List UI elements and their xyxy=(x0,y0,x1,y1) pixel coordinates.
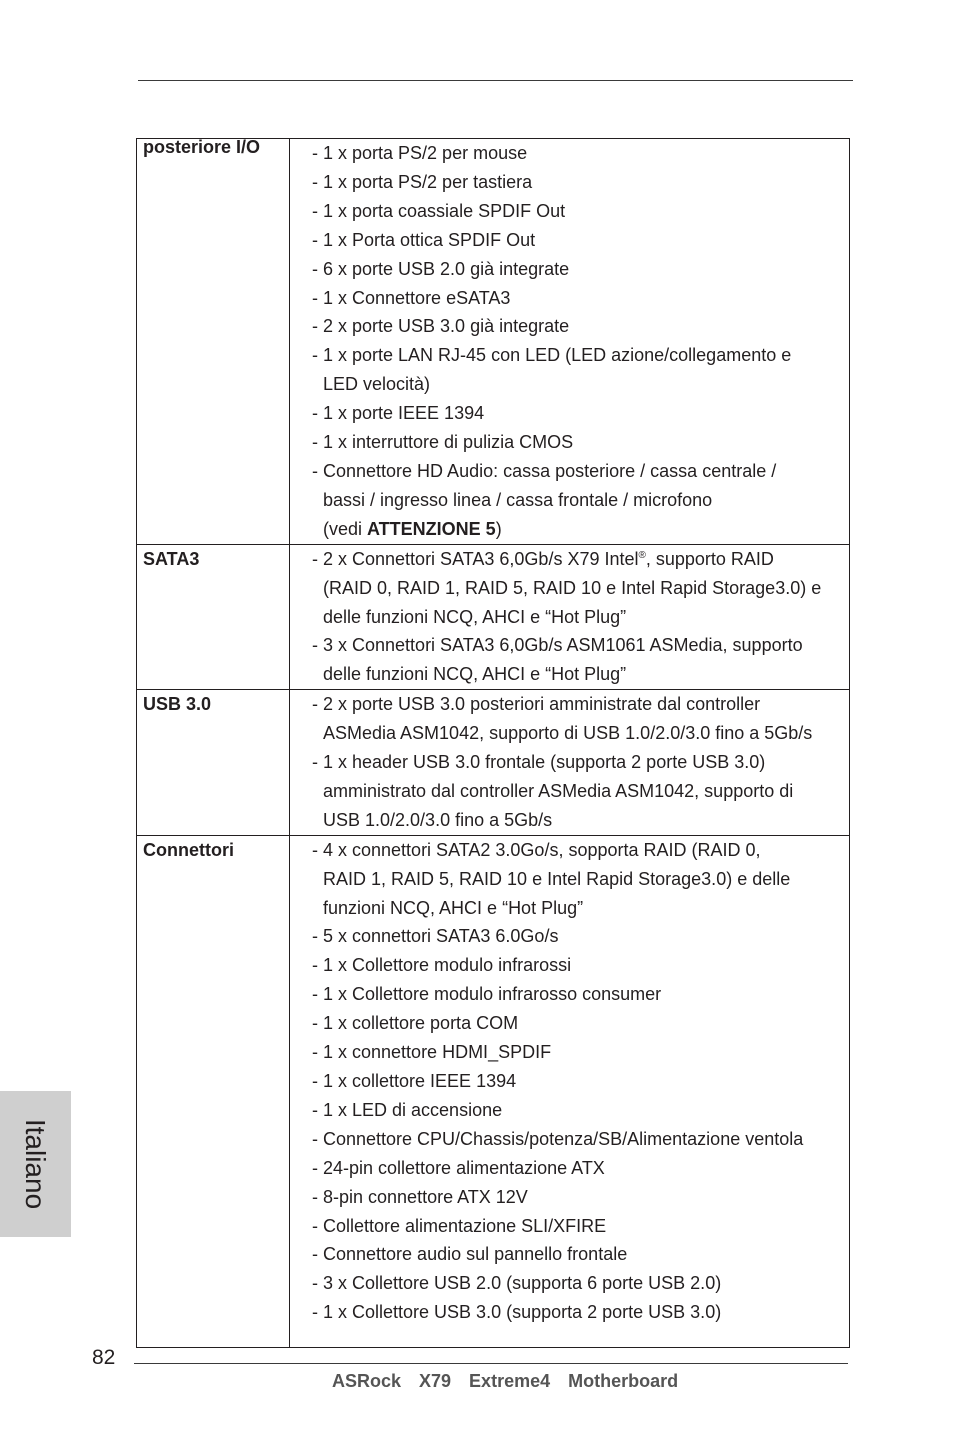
item-line: RAID 1, RAID 5, RAID 10 e Intel Rapid Storage3.0) e delle xyxy=(323,868,791,889)
spec-item xyxy=(312,226,849,255)
spec-item xyxy=(312,1183,849,1212)
spec-row-connectors xyxy=(137,835,850,1347)
spec-label xyxy=(137,835,290,1347)
spec-item xyxy=(312,255,849,284)
footer-title: ASRock X79 Extreme4 Motherboard xyxy=(332,1371,679,1391)
spec-row-usb3 xyxy=(137,690,850,836)
spec-item xyxy=(312,1125,849,1154)
top-rule xyxy=(138,80,853,81)
item-line: - Connettore HD Audio: cassa posteriore / cassa centrale / xyxy=(312,460,777,481)
item-line: - 1 x Connettore eSATA3 xyxy=(312,287,511,308)
spec-item xyxy=(312,1067,849,1096)
item-line: amministrato dal controller ASMedia ASM1042, supporto di xyxy=(323,780,794,801)
item-line: ASMedia ASM1042, supporto di USB 1.0/2.0/3.0 fino a 5Gb/s xyxy=(323,723,813,744)
item-line: bassi / ingresso linea / cassa frontale / microfono xyxy=(323,489,713,510)
item-line: - 1 x Collettore modulo infrarossi xyxy=(312,955,572,976)
item-line: - 8-pin connettore ATX 12V xyxy=(312,1186,528,1207)
item-line: - 1 x porta coassiale SPDIF Out xyxy=(312,200,566,221)
item-line: - 1 x collettore porta COM xyxy=(312,1013,519,1034)
spec-item xyxy=(312,312,849,341)
spec-label-text: Connettori xyxy=(143,839,234,860)
spec-row-rear-io xyxy=(137,139,850,545)
spec-item xyxy=(312,690,849,748)
spec-item xyxy=(312,631,849,689)
item-line: - Collettore alimentazione SLI/XFIRE xyxy=(312,1215,607,1236)
item-line: - Connettore CPU/Chassis/potenza/SB/Alimentazione ventola xyxy=(312,1128,804,1149)
item-line: - 1 x Collettore USB 3.0 (supporta 2 porte USB 3.0) xyxy=(312,1302,722,1323)
item-line: - 1 x Collettore modulo infrarosso consumer xyxy=(312,984,662,1005)
item-line: - 1 x connettore HDMI_SPDIF xyxy=(312,1042,552,1063)
spec-item xyxy=(312,139,849,168)
item-line: - 24-pin collettore alimentazione ATX xyxy=(312,1157,605,1178)
item-line: - 6 x porte USB 2.0 già integrate xyxy=(312,258,570,279)
spec-label-text: USB 3.0 xyxy=(143,694,212,715)
spec-item xyxy=(312,1212,849,1241)
spec-item xyxy=(312,545,849,632)
item-line: delle funzioni NCQ, AHCI e “Hot Plug” xyxy=(323,664,627,685)
item-line: - 4 x connettori SATA2 3.0Go/s, sopporta RAID (RAID 0, xyxy=(312,839,761,860)
note-reference: ATTENZIONE 5 xyxy=(367,518,496,539)
item-line: - 5 x connettori SATA3 6.0Go/s xyxy=(312,926,559,947)
item-line: , supporto RAID xyxy=(645,548,774,569)
item-line: - 1 x LED di accensione xyxy=(312,1099,503,1120)
bottom-rule xyxy=(134,1363,848,1364)
spec-label-text: posteriore I/O xyxy=(143,137,261,157)
spec-item xyxy=(312,922,849,951)
spec-item xyxy=(312,836,849,923)
item-line: - 1 x porte IEEE 1394 xyxy=(312,403,485,424)
spec-label-text: SATA3 xyxy=(143,548,200,569)
registered-mark: ® xyxy=(638,549,646,561)
spec-item xyxy=(312,399,849,428)
spec-table xyxy=(136,138,850,1348)
spec-item xyxy=(312,1269,849,1298)
spec-item xyxy=(312,1038,849,1067)
item-line: - 1 x header USB 3.0 frontale (supporta 2 porte USB 3.0) xyxy=(312,752,766,773)
item-line: (RAID 0, RAID 1, RAID 5, RAID 10 e Intel Rapid Storage3.0) e xyxy=(323,577,822,598)
spec-item xyxy=(312,1240,849,1269)
spec-item xyxy=(312,168,849,197)
spec-label xyxy=(137,544,290,690)
spec-item xyxy=(312,1096,849,1125)
item-line: - 3 x Collettore USB 2.0 (supporta 6 porte USB 2.0) xyxy=(312,1273,722,1294)
page-number: 82 xyxy=(92,1346,116,1369)
spec-label xyxy=(137,139,290,545)
spec-item xyxy=(312,1154,849,1183)
spec-item xyxy=(312,1298,849,1327)
spec-values xyxy=(290,139,850,545)
spec-values xyxy=(290,544,850,690)
note-suffix: ) xyxy=(495,518,502,539)
spec-item xyxy=(312,428,849,457)
item-line: - 2 x porte USB 3.0 già integrate xyxy=(312,316,570,337)
item-line: - Connettore audio sul pannello frontale xyxy=(312,1244,628,1265)
item-line: - 1 x porte LAN RJ-45 con LED (LED azione/collegamento e xyxy=(312,345,792,366)
spec-values xyxy=(290,835,850,1347)
item-line: - 3 x Connettori SATA3 6,0Gb/s ASM1061 ASMedia, supporto xyxy=(312,635,803,656)
item-line: - 1 x porta PS/2 per tastiera xyxy=(312,171,533,192)
item-line: - 1 x Porta ottica SPDIF Out xyxy=(312,229,536,250)
item-line: delle funzioni NCQ, AHCI e “Hot Plug” xyxy=(323,606,627,627)
spec-label xyxy=(137,690,290,836)
language-tab-label: Italiano xyxy=(20,1118,51,1210)
item-line: LED velocità) xyxy=(323,374,431,395)
spec-item xyxy=(312,1009,849,1038)
spec-item xyxy=(312,748,849,835)
spec-row-sata3 xyxy=(137,544,850,690)
item-line: - 2 x Connettori SATA3 6,0Gb/s X79 Intel xyxy=(312,548,639,569)
language-tab xyxy=(0,1091,71,1237)
spec-values xyxy=(290,690,850,836)
item-line: - 2 x porte USB 3.0 posteriori amministrate dal controller xyxy=(312,694,761,715)
spec-item xyxy=(312,951,849,980)
spec-item xyxy=(312,197,849,226)
spec-item xyxy=(312,980,849,1009)
item-line: - 1 x porta PS/2 per mouse xyxy=(312,143,528,163)
item-line: - 1 x collettore IEEE 1394 xyxy=(312,1071,517,1091)
spec-item xyxy=(312,284,849,313)
spec-item xyxy=(312,341,849,399)
item-line: funzioni NCQ, AHCI e “Hot Plug” xyxy=(323,897,584,918)
item-line: USB 1.0/2.0/3.0 fino a 5Gb/s xyxy=(323,809,553,830)
item-line: - 1 x interruttore di pulizia CMOS xyxy=(312,432,574,453)
note-prefix: (vedi xyxy=(323,518,368,539)
spec-item xyxy=(312,457,849,544)
